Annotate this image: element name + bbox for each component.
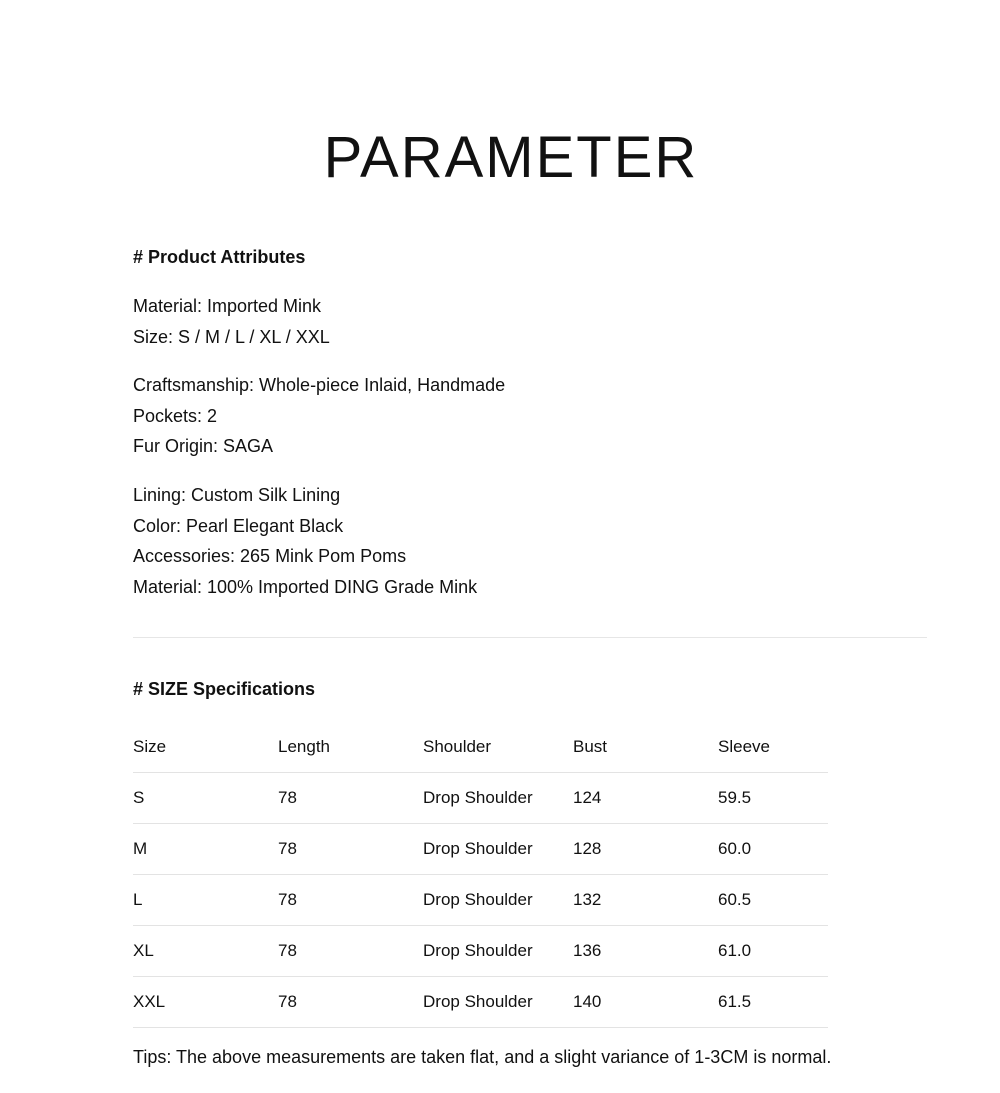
attribute-color: Color: Pearl Elegant Black	[133, 515, 344, 536]
cell-size: XXL	[133, 977, 278, 1028]
attribute-group-2	[133, 370, 505, 462]
attribute-size: Size: S / M / L / XL / XXL	[133, 326, 330, 347]
cell-shoulder: Drop Shoulder	[423, 977, 573, 1028]
table-row	[133, 773, 828, 824]
cell-length: 78	[278, 926, 423, 977]
page-title: PARAMETER	[323, 125, 699, 190]
column-header-sleeve: Sleeve	[718, 722, 828, 773]
cell-sleeve: 61.0	[718, 926, 828, 977]
column-header-length: Length	[278, 722, 423, 773]
measurement-tips: Tips: The above measurements are taken flat, and a slight variance of 1-3CM is normal.	[133, 1047, 832, 1067]
cell-sleeve: 59.5	[718, 773, 828, 824]
cell-bust: 132	[573, 875, 718, 926]
section-divider	[133, 637, 927, 638]
cell-length: 78	[278, 824, 423, 875]
cell-size: L	[133, 875, 278, 926]
table-row	[133, 977, 828, 1028]
table-row	[133, 824, 828, 875]
cell-shoulder: Drop Shoulder	[423, 926, 573, 977]
attribute-group-3	[133, 480, 477, 602]
product-attributes-heading: # Product Attributes	[133, 247, 306, 267]
attribute-material: Material: Imported Mink	[133, 296, 322, 316]
cell-sleeve: 60.5	[718, 875, 828, 926]
cell-size: M	[133, 824, 278, 875]
cell-sleeve: 60.0	[718, 824, 828, 875]
column-header-size: Size	[133, 722, 278, 773]
cell-length: 78	[278, 875, 423, 926]
cell-size: S	[133, 773, 278, 824]
table-header-row	[133, 722, 828, 773]
attribute-accessories: Accessories: 265 Mink Pom Poms	[133, 546, 407, 566]
cell-shoulder: Drop Shoulder	[423, 824, 573, 875]
cell-length: 78	[278, 773, 423, 824]
cell-bust: 136	[573, 926, 718, 977]
cell-bust: 124	[573, 773, 718, 824]
column-header-shoulder: Shoulder	[423, 722, 573, 773]
column-header-bust: Bust	[573, 722, 718, 773]
table-row	[133, 926, 828, 977]
table-row	[133, 875, 828, 926]
attribute-lining: Lining: Custom Silk Lining	[133, 485, 341, 505]
attribute-craftsmanship: Craftsmanship: Whole-piece Inlaid, Handmade	[133, 375, 506, 395]
cell-bust: 140	[573, 977, 718, 1028]
attribute-group-1	[133, 291, 330, 352]
cell-size: XL	[133, 926, 278, 977]
cell-sleeve: 61.5	[718, 977, 828, 1028]
attribute-pockets: Pockets: 2	[133, 405, 218, 426]
attribute-fur-origin: Fur Origin: SAGA	[133, 436, 274, 456]
cell-shoulder: Drop Shoulder	[423, 773, 573, 824]
cell-bust: 128	[573, 824, 718, 875]
cell-length: 78	[278, 977, 423, 1028]
cell-shoulder: Drop Shoulder	[423, 875, 573, 926]
size-specifications-heading: # SIZE Specifications	[133, 679, 316, 699]
attribute-material-grade: Material: 100% Imported DING Grade Mink	[133, 576, 478, 597]
size-table	[133, 722, 828, 1028]
